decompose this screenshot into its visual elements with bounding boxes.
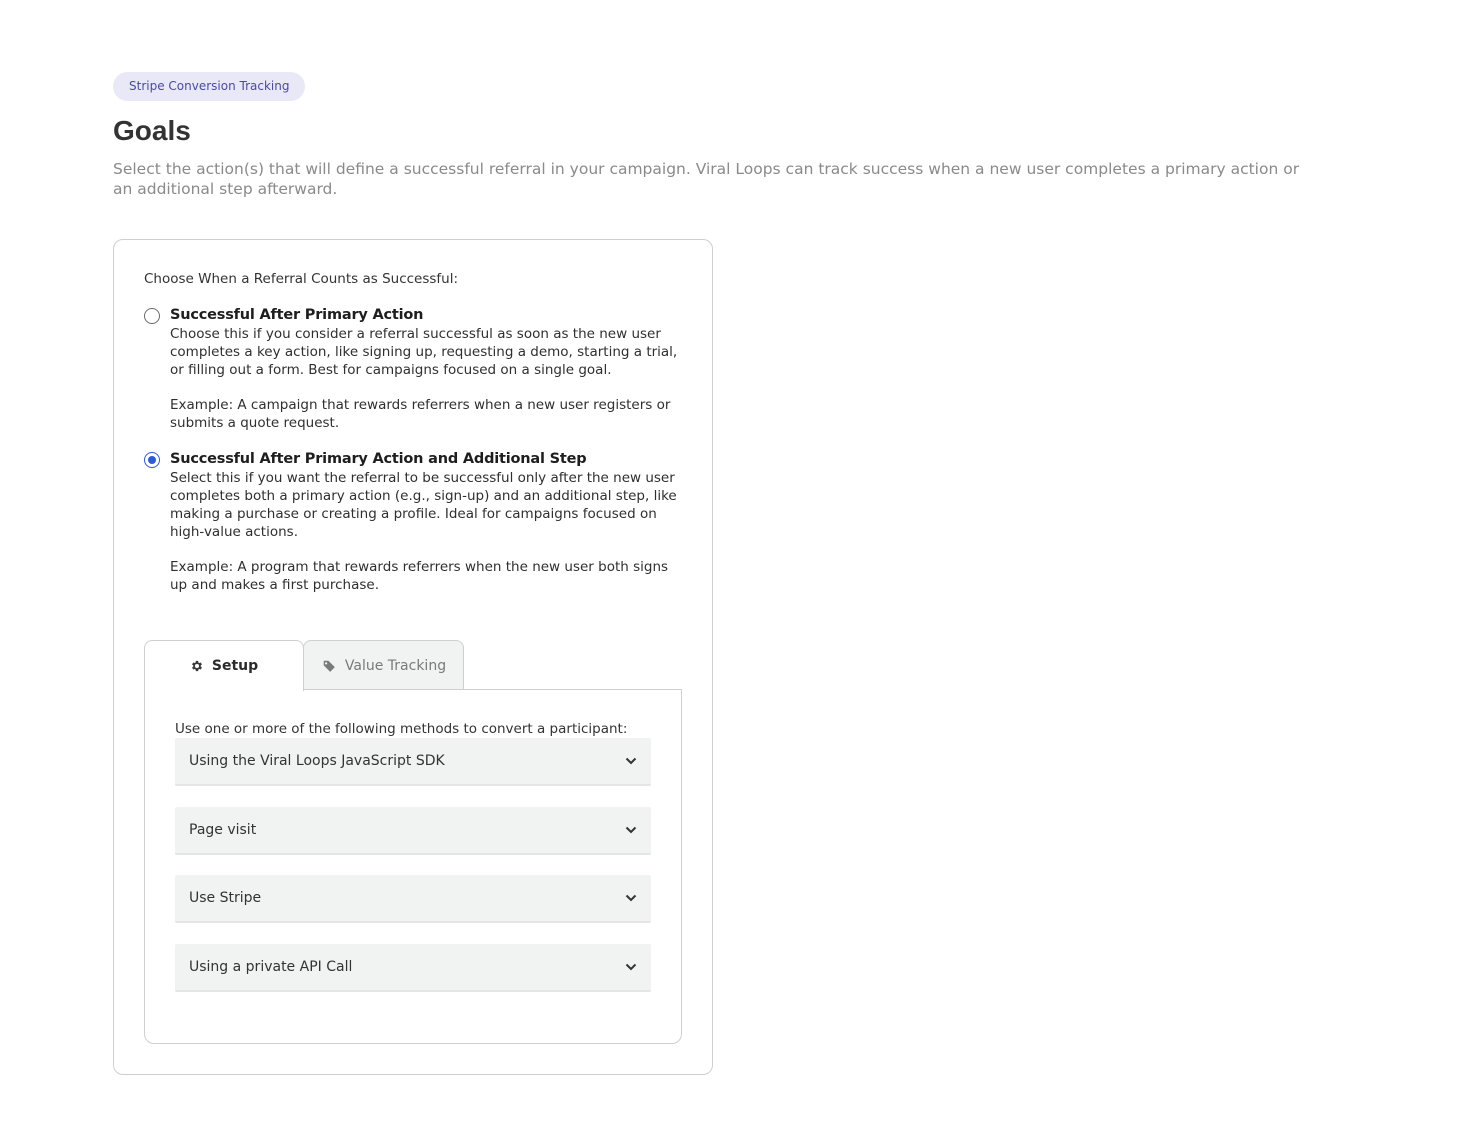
chevron-down-icon: [625, 894, 637, 902]
option-example: Example: A program that rewards referrers when the new user both signs up and makes a first purchase.: [170, 559, 669, 593]
option-description: Select this if you want the referral to be successful only after the new user completes both a primary action (e.g., sign-up) and an additional step, like making a purchase or creating a profile. Ideal for campaigns focused on high-value actions.: [170, 470, 677, 540]
method-private-api[interactable]: [175, 944, 651, 992]
radio-primary-and-additional-step[interactable]: [144, 452, 160, 468]
method-stripe[interactable]: [175, 875, 651, 923]
page-title: Goals: [113, 115, 191, 146]
option-title[interactable]: Successful After Primary Action and Additional Step: [170, 451, 587, 467]
methods-label: Use one or more of the following methods to convert a participant:: [175, 721, 628, 737]
gear-icon: [190, 659, 204, 673]
tab-bar: [144, 640, 682, 690]
setup-panel: [144, 689, 682, 1044]
tab-value-tracking[interactable]: [303, 640, 464, 690]
tab-setup[interactable]: [144, 640, 304, 691]
option-example: Example: A campaign that rewards referrers when a new user registers or submits a quote request.: [170, 397, 671, 431]
method-page-visit[interactable]: [175, 807, 651, 855]
chevron-down-icon: [625, 826, 637, 834]
success-criteria-label: Choose When a Referral Counts as Successful:: [144, 271, 459, 287]
method-label: Page visit: [189, 822, 257, 838]
option-description: Choose this if you consider a referral successful as soon as the new user completes a key action, like signing up, requesting a demo, starting a trial, or filling out a form. Best for campaigns focused on a single goal.: [170, 326, 678, 378]
radio-primary-action[interactable]: [144, 308, 160, 324]
page-description: Select the action(s) that will define a successful referral in your campaign. Viral Loops can track success when a new user completes a primary action or an additional step afterward.: [113, 160, 1300, 198]
method-label: Use Stripe: [189, 890, 262, 906]
tab-setup-label: Setup: [211, 658, 259, 674]
method-label: Using the Viral Loops JavaScript SDK: [189, 753, 445, 769]
campaign-type-badge: Stripe Conversion Tracking: [113, 72, 305, 101]
method-js-sdk[interactable]: [175, 738, 651, 786]
chevron-down-icon: [625, 963, 637, 971]
method-label: Using a private API Call: [189, 959, 353, 975]
tag-icon: [321, 659, 337, 673]
tab-value-tracking-label: Value Tracking: [344, 657, 447, 674]
option-title[interactable]: Successful After Primary Action: [170, 307, 424, 323]
goals-card: [113, 239, 713, 1075]
chevron-down-icon: [625, 757, 637, 765]
